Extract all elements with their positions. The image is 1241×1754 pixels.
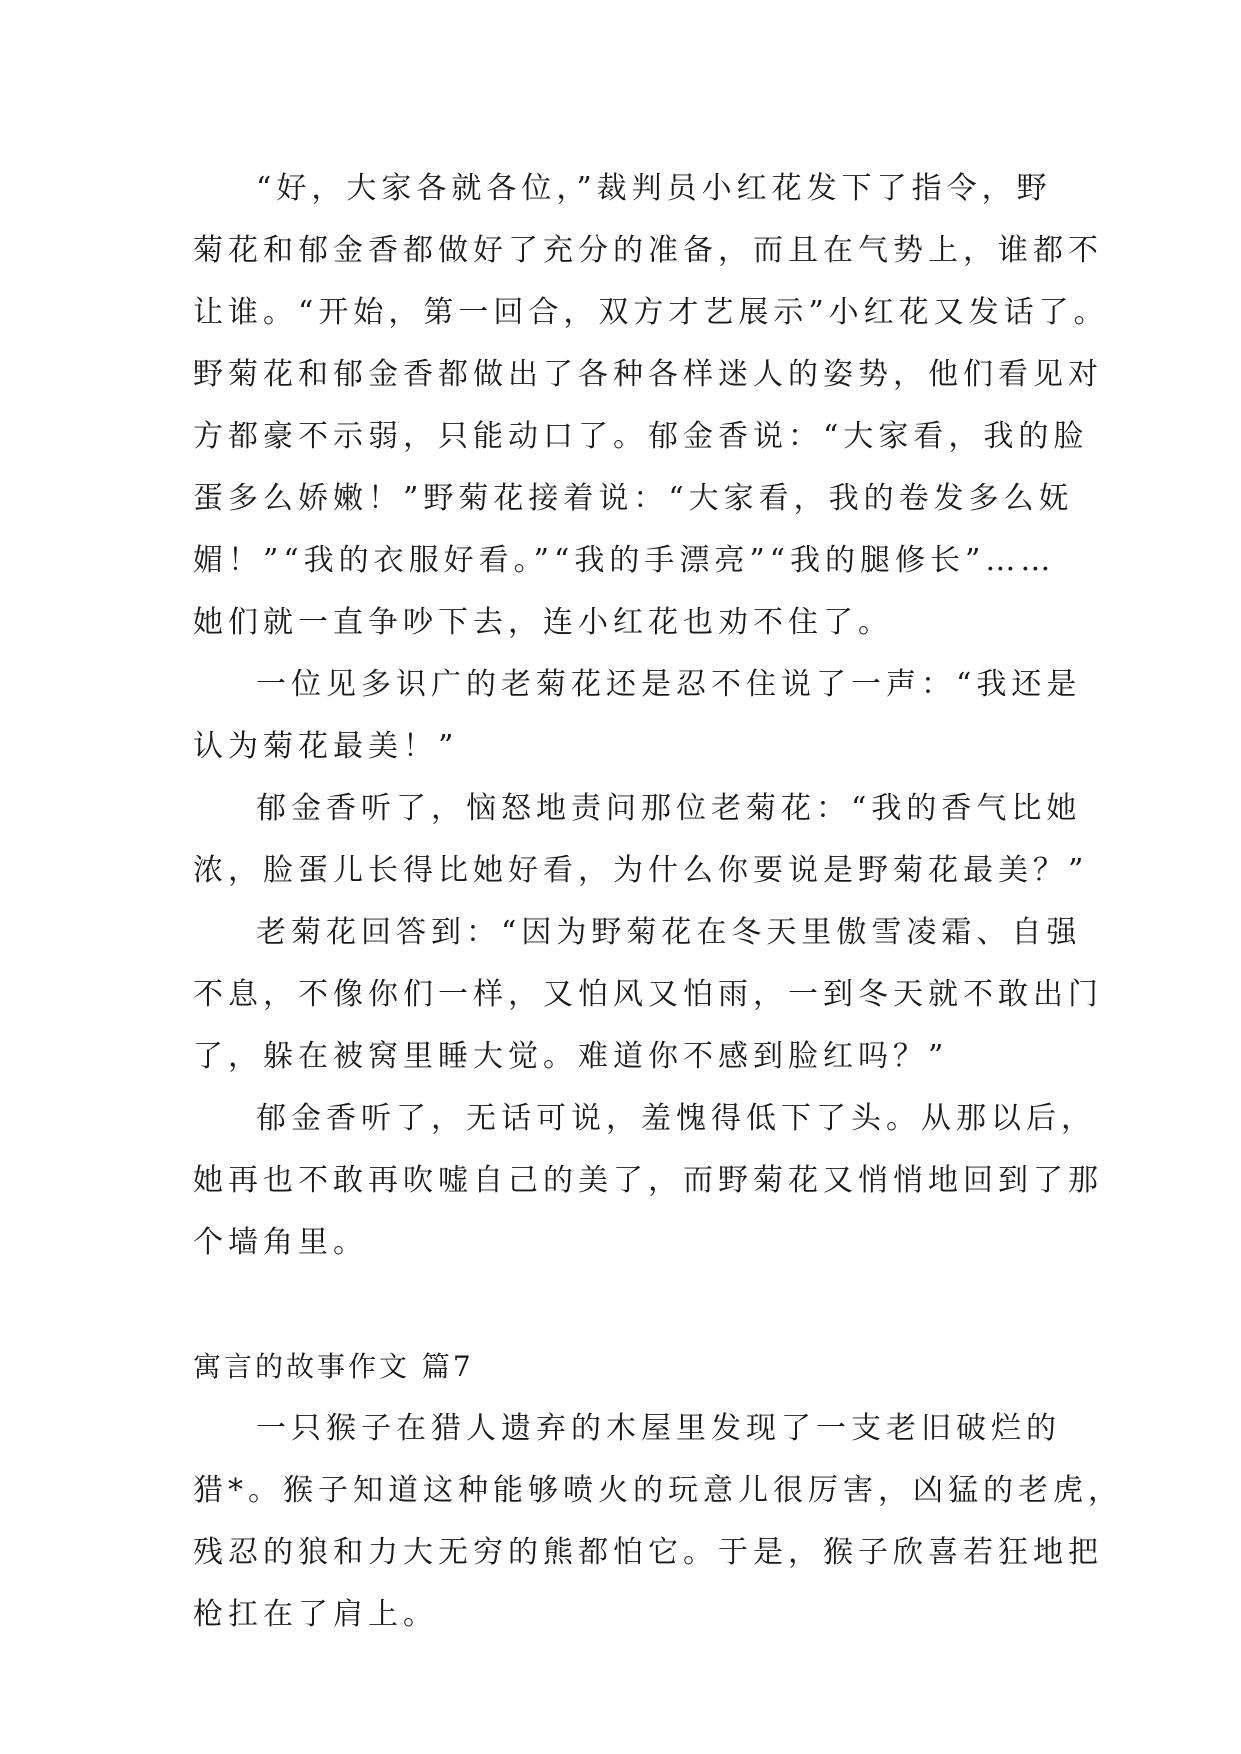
paragraph-line: 她再也不敢再吹嘘自己的美了，而野菊花又悄悄地回到了那 bbox=[193, 1163, 1103, 1198]
paragraph-line: 她们就一直争吵下去，连小红花也劝不住了。 bbox=[193, 605, 893, 640]
paragraph-line: “好，大家各就各位，”裁判员小红花发下了指令，野 bbox=[256, 171, 1052, 206]
document-body bbox=[193, 158, 1123, 1646]
paragraph-line: 媚！”“我的衣服好看。”“我的手漂亮”“我的腿修长”…… bbox=[193, 543, 1056, 578]
paragraph-line: 不息，不像你们一样，又怕风又怕雨，一到冬天就不敢出门 bbox=[193, 977, 1103, 1012]
paragraph-line: 残忍的狼和力大无穷的熊都怕它。于是，猴子欣喜若狂地把 bbox=[193, 1535, 1103, 1570]
paragraph-line: 让谁。“开始，第一回合，双方才艺展示”小红花又发话了。 bbox=[193, 295, 1109, 330]
paragraph-line: 个墙角里。 bbox=[193, 1225, 368, 1260]
paragraph-line: 蛋多么娇嫩！”野菊花接着说：“大家看，我的卷发多么妩 bbox=[193, 481, 1074, 516]
paragraph-line: 一位见多识广的老菊花还是忍不住说了一声：“我还是 bbox=[256, 667, 1082, 702]
paragraph-line: 郁金香听了，无话可说，羞愧得低下了头。从那以后， bbox=[256, 1101, 1096, 1136]
paragraph-line: 方都豪不示弱，只能动口了。郁金香说：“大家看，我的脸 bbox=[193, 419, 1089, 454]
paragraph-line: 菊花和郁金香都做好了充分的准备，而且在气势上，谁都不 bbox=[193, 233, 1103, 268]
paragraph-line: 老菊花回答到：“因为野菊花在冬天里傲雪凌霜、自强 bbox=[256, 915, 1082, 950]
paragraph-line: 郁金香听了，恼怒地责问那位老菊花：“我的香气比她 bbox=[256, 791, 1082, 826]
paragraph-line: 认为菊花最美！” bbox=[193, 729, 459, 764]
paragraph-line: 一只猴子在猎人遗弃的木屋里发现了一支老旧破烂的 bbox=[256, 1411, 1061, 1446]
section-gap bbox=[193, 1274, 1073, 1336]
paragraph-line: 枪扛在了肩上。 bbox=[193, 1597, 438, 1632]
paragraph-line: 了，躲在被窝里睡大觉。难道你不感到脸红吗？” bbox=[193, 1039, 949, 1074]
paragraph-line: 野菊花和郁金香都做出了各种各样迷人的姿势，他们看见对 bbox=[193, 357, 1103, 392]
section-heading: 寓言的故事作文 篇7 bbox=[193, 1350, 474, 1383]
paragraph-line: 浓，脸蛋儿长得比她好看，为什么你要说是野菊花最美？” bbox=[193, 853, 1089, 888]
paragraph-line: 猎*。猴子知道这种能够喷火的玩意儿很厉害，凶猛的老虎， bbox=[193, 1473, 1123, 1508]
